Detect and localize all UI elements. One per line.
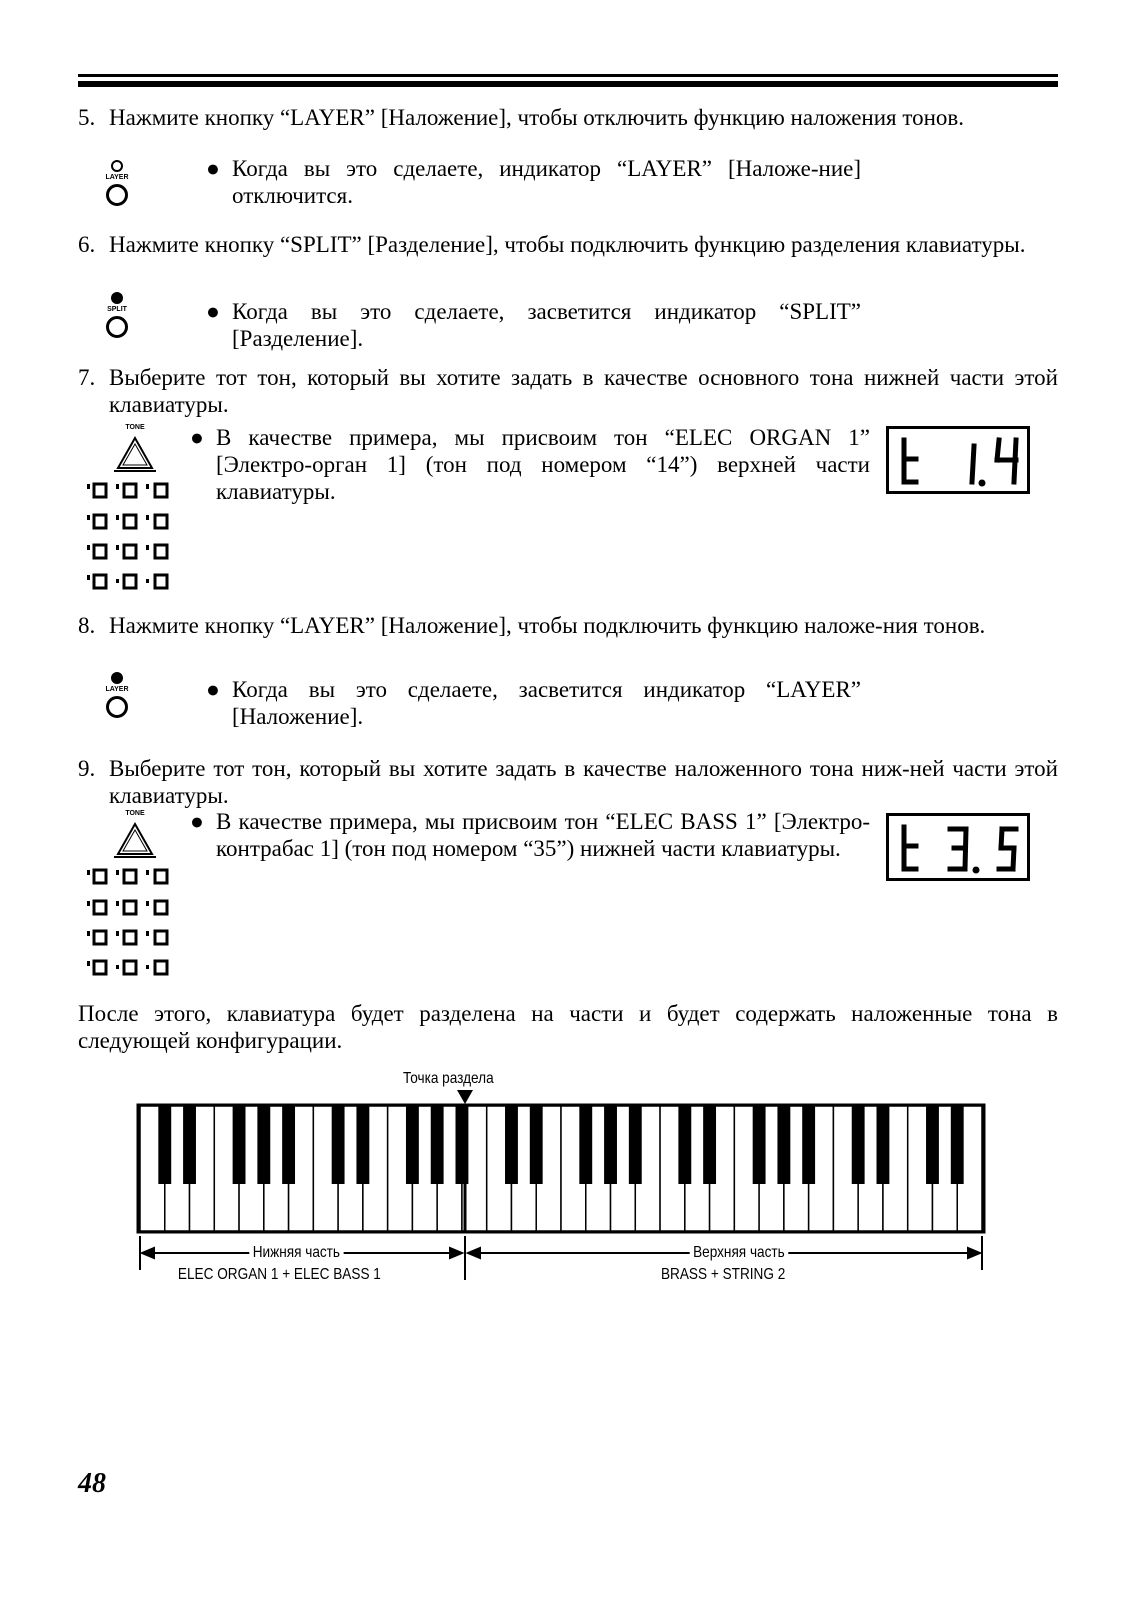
black-key: [431, 1106, 444, 1184]
bullet-icon: ●: [206, 299, 220, 324]
page-number: 48: [78, 1468, 106, 1499]
note-step-9: [190, 808, 870, 862]
black-key: [257, 1106, 270, 1184]
note-text: Когда вы это сделаете, индикатор “LAYER” [Наложе-ние] отключится.: [232, 156, 861, 208]
layer-indicator-off: [92, 160, 142, 206]
header-rule-thin: [78, 74, 1058, 77]
layer-indicator-on: [92, 672, 142, 718]
black-key: [233, 1106, 246, 1184]
black-key: [282, 1106, 295, 1184]
note-text: Когда вы это сделаете, засветится индикатор “LAYER” [Наложение].: [232, 677, 861, 729]
lower-part-tones: ELEC ORGAN 1 + ELEC BASS 1: [177, 1266, 381, 1283]
black-key: [158, 1106, 171, 1184]
upper-part-label: Верхняя часть: [690, 1244, 788, 1262]
step-5: [78, 104, 1058, 131]
indicator-label: LAYER: [105, 174, 129, 181]
summary-paragraph: После этого, клавиатура будет разделена на части и будет содержать наложенные тона в следующей конфигурации.: [78, 1001, 1058, 1053]
header-rule-thick: [78, 81, 1058, 87]
step-number: 8.: [78, 613, 96, 638]
step-text: Выберите тот тон, который вы хотите задать в качестве наложенного тона ниж-ней части этой клавиатуры.: [109, 756, 1058, 808]
black-key: [604, 1106, 617, 1184]
step-7: [78, 364, 1058, 418]
step-text: Нажмите кнопку “LAYER” [Наложение], чтобы подключить функцию наложе-ния тонов.: [109, 613, 986, 638]
led-display-icon: [886, 426, 1030, 494]
black-key: [530, 1106, 543, 1184]
note-step-6: [206, 298, 861, 352]
tone-label: TONE: [125, 810, 145, 817]
indicator-label: LAYER: [105, 686, 129, 693]
layer-lamp-icon: [111, 160, 123, 172]
black-key: [579, 1106, 592, 1184]
note-step-5: [206, 155, 861, 209]
bullet-icon: ●: [190, 809, 204, 834]
split-button-icon: [106, 316, 128, 338]
black-key: [926, 1106, 939, 1184]
black-key: [356, 1106, 369, 1184]
black-key: [678, 1106, 691, 1184]
black-key: [183, 1106, 196, 1184]
split-point-label: Точка раздела: [402, 1070, 494, 1087]
note-step-8: [206, 676, 861, 730]
layer-lamp-icon: [111, 672, 123, 684]
black-key: [703, 1106, 716, 1184]
note-step-7: [190, 424, 870, 505]
tone-label: TONE: [125, 424, 145, 431]
led-display-icon: [886, 813, 1030, 881]
black-key: [951, 1106, 964, 1184]
step-text: Нажмите кнопку “SPLIT” [Разделение], чтобы подключить функцию разделения клавиатуры.: [109, 232, 1026, 257]
black-key: [629, 1106, 642, 1184]
layer-button-icon: [106, 696, 128, 718]
keyboard-diagram: [136, 1070, 1016, 1290]
upper-part-tones: BRASS + STRING 2: [660, 1266, 786, 1283]
step-number: 5.: [78, 105, 96, 130]
step-number: 9.: [78, 756, 96, 781]
step-text: Выберите тот тон, который вы хотите задать в качестве основного тона нижней части этой клавиатуры.: [109, 365, 1058, 417]
tone-keypad-2: [80, 810, 190, 990]
note-text: В качестве примера, мы присвоим тон “ELEC ORGAN 1” [Электро-орган 1] (тон под номером “14”) верхней части клавиатуры.: [216, 425, 870, 504]
bullet-icon: ●: [206, 677, 220, 702]
led-display-1: [886, 426, 1030, 494]
indicator-label: SPLIT: [107, 306, 127, 313]
black-key: [877, 1106, 890, 1184]
step-8: [78, 612, 1058, 639]
tone-keypad-icon: [80, 810, 190, 990]
black-key: [332, 1106, 345, 1184]
tone-keypad-icon: [80, 424, 190, 604]
layer-button-icon: [106, 184, 128, 206]
note-text: В качестве примера, мы присвоим тон “ELEC BASS 1” [Электро-контрабас 1] (тон под номером “35”) нижней части клавиатуры.: [216, 809, 870, 861]
bullet-icon: ●: [206, 156, 220, 181]
note-text: Когда вы это сделаете, засветится индикатор “SPLIT” [Разделение].: [232, 299, 861, 351]
black-key: [852, 1106, 865, 1184]
split-indicator-on: [92, 292, 142, 338]
black-key: [406, 1106, 419, 1184]
black-key: [753, 1106, 766, 1184]
bullet-icon: ●: [190, 425, 204, 450]
split-point-arrow-icon: [457, 1090, 473, 1104]
split-lamp-icon: [111, 292, 123, 304]
lower-part-label: Нижняя часть: [249, 1244, 343, 1262]
led-display-2: [886, 813, 1030, 881]
step-text: Нажмите кнопку “LAYER” [Наложение], чтобы отключить функцию наложения тонов.: [109, 105, 965, 130]
black-key: [802, 1106, 815, 1184]
step-number: 6.: [78, 232, 96, 257]
black-key: [505, 1106, 518, 1184]
step-6: [78, 231, 1058, 258]
black-key: [777, 1106, 790, 1184]
step-9: [78, 755, 1058, 809]
step-number: 7.: [78, 365, 96, 390]
tone-keypad-1: [80, 424, 190, 604]
